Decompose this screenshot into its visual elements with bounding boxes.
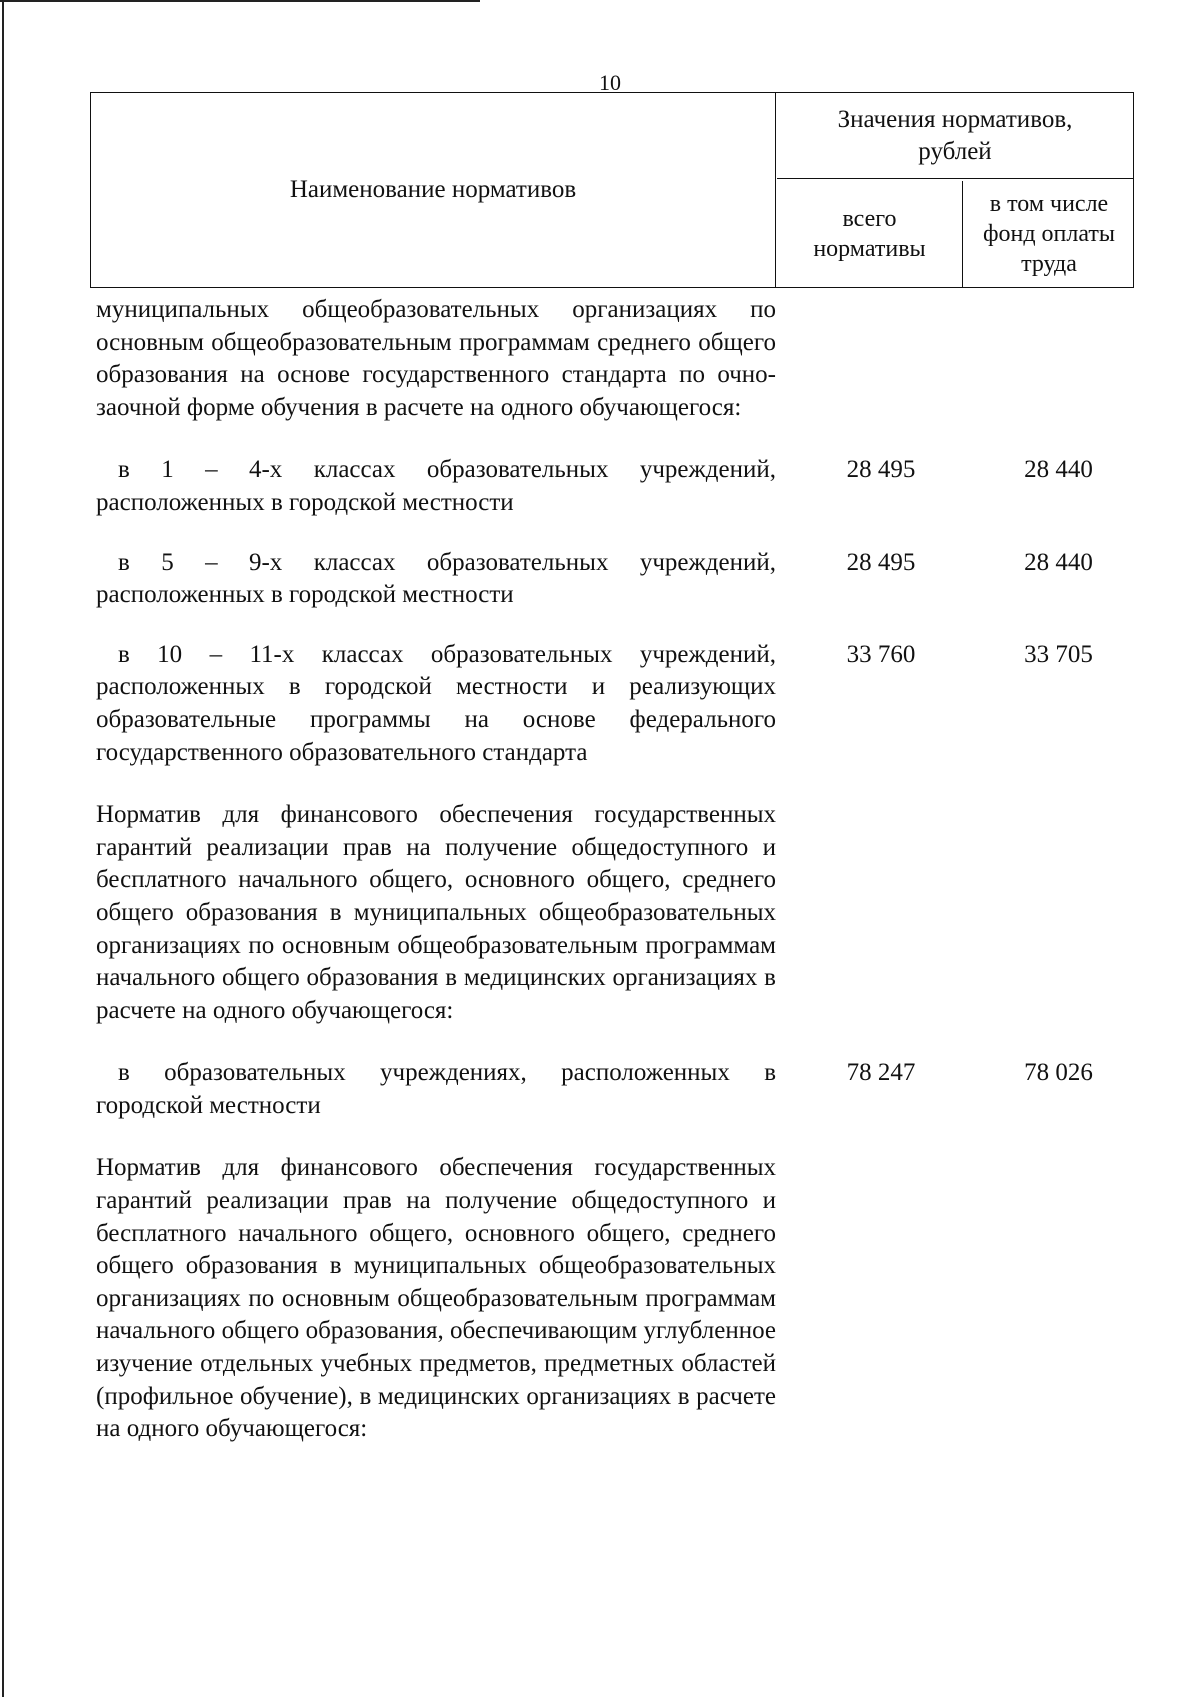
table-row xyxy=(96,294,1136,424)
table-row xyxy=(96,799,1136,1027)
row-description: в 10 – 11-х классах образовательных учреждений, расположенных в городской местности и реализующих образовательные программы на основе федерального государственного образовательного стандарта xyxy=(96,640,776,766)
table-row xyxy=(96,639,1136,769)
row-description: в 1 – 4-х классах образовательных учреждений, расположенных в городской местности xyxy=(96,456,776,516)
row-description: в образовательных учреждениях, расположенных в городской местности xyxy=(96,1059,776,1119)
row-wages-value: 28 440 xyxy=(1024,456,1093,484)
table-row xyxy=(96,454,1136,519)
row-wages-value: 78 026 xyxy=(1024,1059,1093,1087)
row-description: Норматив для финансового обеспечения государственных гарантий реализации прав на получение общедоступного и бесплатного начального общего, основного общего, среднего общего образования в муниципальных общеобразовательных организациях по основным общеобразовательным программам начального общего образования, обеспечивающим углубленное изучение отдельных учебных предметов, предметных областей (профильное обучение), в медицинских организациях в расчете на одного обучающегося: xyxy=(96,1154,776,1443)
page-number: 10 xyxy=(599,70,621,95)
row-wages-value: 28 440 xyxy=(1024,548,1093,576)
header-values-group: Значения нормативов, рублей xyxy=(777,93,1133,179)
row-total-value: 33 760 xyxy=(846,640,916,668)
table-row xyxy=(96,547,1136,612)
row-total-value: 28 495 xyxy=(846,456,916,484)
row-description: муниципальных общеобразовательных организациях по основным общеобразовательным программам среднего общего образования на основе государственного стандарта по очно-заочной форме обучения в расчете на одного обучающегося: xyxy=(96,296,776,421)
table-row xyxy=(96,1152,1136,1445)
header-name-column: Наименование нормативов xyxy=(91,93,776,287)
row-description: в 5 – 9-х классах образовательных учреждений, расположенных в городской местности xyxy=(96,548,776,609)
table-body xyxy=(96,294,1136,1446)
table-header xyxy=(90,92,1134,288)
row-total-value: 78 247 xyxy=(846,1059,916,1087)
row-total-value: 28 495 xyxy=(846,548,916,576)
table-row xyxy=(96,1057,1136,1122)
header-wages-column: в том числе фонд оплаты труда xyxy=(982,191,1116,277)
row-description: Норматив для финансового обеспечения государственных гарантий реализации прав на получение общедоступного и бесплатного начального общего, основного общего, среднего общего образования в муниципальных общеобразовательных организациях по основным общеобразовательным программам начального общего образования в медицинских организациях в расчете на одного обучающегося: xyxy=(96,801,776,1024)
header-total-column: всего нормативы xyxy=(777,181,963,287)
scan-edge-left xyxy=(2,0,4,1697)
scan-edge-top xyxy=(0,0,480,2)
row-wages-value: 33 705 xyxy=(1024,640,1093,668)
